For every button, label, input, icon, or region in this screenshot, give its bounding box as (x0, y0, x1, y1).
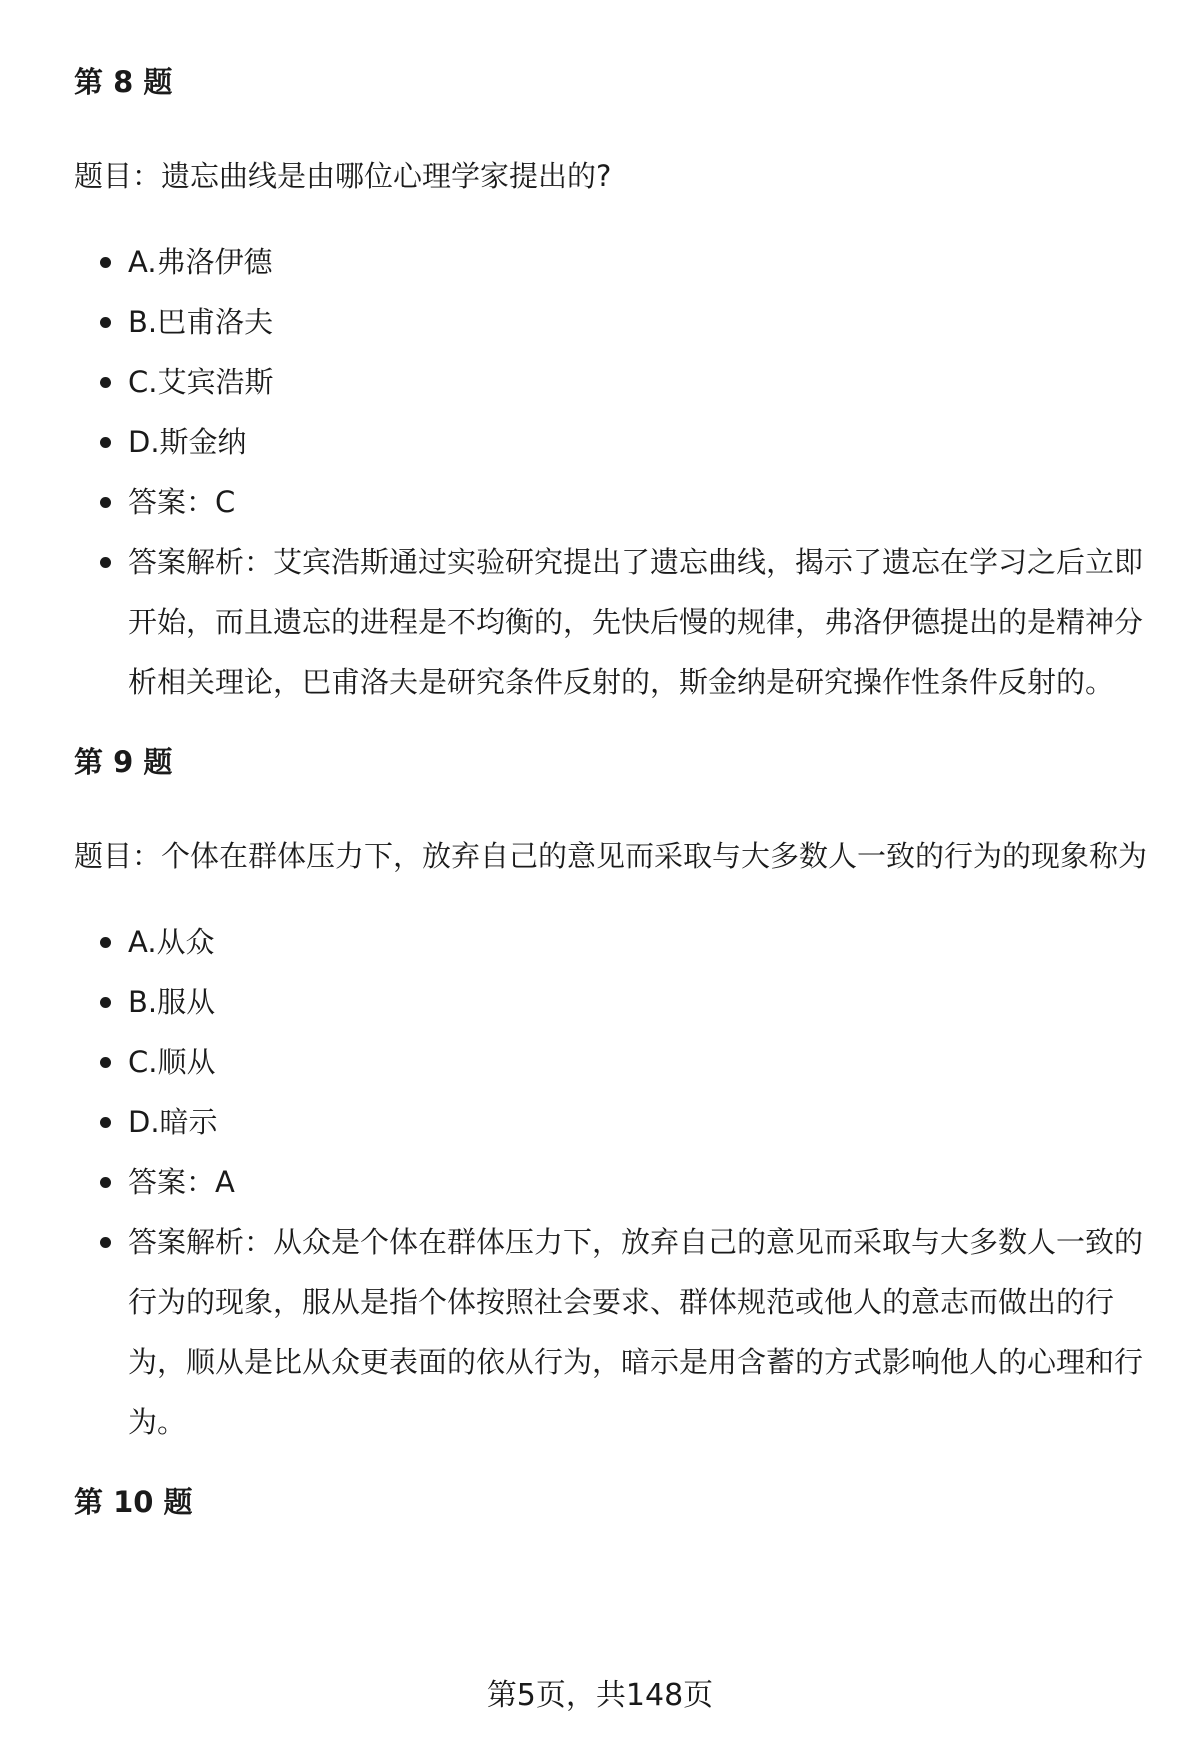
question-heading: 第 10 题 (74, 1485, 193, 1519)
page-number: 第5页，共148页 (486, 1678, 714, 1713)
option-a (74, 912, 1154, 972)
option-text: C.顺从 (128, 1045, 216, 1079)
bullet-icon (100, 937, 111, 948)
option-c (74, 352, 1154, 412)
question-10 (74, 1482, 1154, 1522)
option-text: A.弗洛伊德 (128, 245, 273, 279)
question-heading: 第 8 题 (74, 65, 173, 99)
option-list (74, 232, 1154, 712)
bullet-icon (100, 377, 111, 388)
option-text: B.服从 (128, 985, 216, 1019)
option-b (74, 972, 1154, 1032)
question-9 (74, 742, 1154, 1452)
answer-text: 答案：C (128, 485, 236, 519)
answer-text: 答案：A (128, 1165, 235, 1199)
bullet-icon (100, 1117, 111, 1128)
answer (74, 472, 1154, 532)
question-list (74, 62, 1154, 1566)
option-a (74, 232, 1154, 292)
question-heading: 第 9 题 (74, 745, 173, 779)
explanation-text: 答案解析：艾宾浩斯通过实验研究提出了遗忘曲线，揭示了遗忘在学习之后立即开始，而且遗忘的进程是不均衡的，先快后慢的规律，弗洛伊德提出的是精神分析相关理论，巴甫洛夫是研究条件反射的，斯金纳是研究操作性条件反射的。 (128, 545, 1144, 699)
option-text: D.暗示 (128, 1105, 218, 1139)
option-d (74, 412, 1154, 472)
option-c (74, 1032, 1154, 1092)
bullet-icon (100, 1237, 111, 1248)
answer-explanation (74, 1212, 1154, 1452)
bullet-icon (100, 437, 111, 448)
bullet-icon (100, 257, 111, 268)
option-list (74, 912, 1154, 1452)
question-stem: 题目：个体在群体压力下，放弃自己的意见而采取与大多数人一致的行为的现象称为 (74, 839, 1148, 873)
bullet-icon (100, 317, 111, 328)
bullet-icon (100, 497, 111, 508)
option-text: B.巴甫洛夫 (128, 305, 274, 339)
option-b (74, 292, 1154, 352)
bullet-icon (100, 1177, 111, 1188)
bullet-icon (100, 557, 111, 568)
bullet-icon (100, 997, 111, 1008)
bullet-icon (100, 1057, 111, 1068)
answer (74, 1152, 1154, 1212)
question-stem: 题目：遗忘曲线是由哪位心理学家提出的? (74, 159, 612, 193)
option-d (74, 1092, 1154, 1152)
option-text: C.艾宾浩斯 (128, 365, 274, 399)
question-8 (74, 62, 1154, 712)
option-text: D.斯金纳 (128, 425, 247, 459)
option-text: A.从众 (128, 925, 215, 959)
answer-explanation (74, 532, 1154, 712)
explanation-text: 答案解析：从众是个体在群体压力下，放弃自己的意见而采取与大多数人一致的行为的现象，服从是指个体按照社会要求、群体规范或他人的意志而做出的行为，顺从是比从众更表面的依从行为，暗示是用含蓄的方式影响他人的心理和行为。 (128, 1225, 1144, 1439)
